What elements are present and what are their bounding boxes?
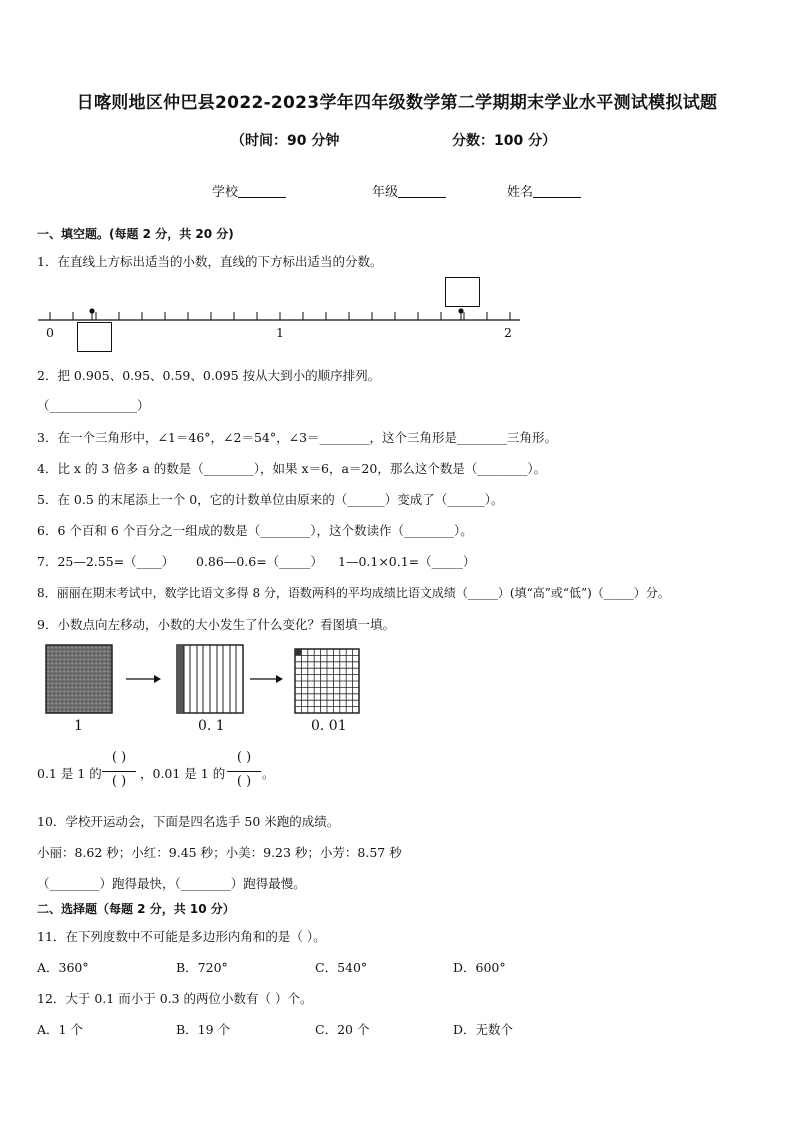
grade-label: 年级 [372, 185, 399, 200]
section-1-heading: 一、填空题。(每题 2 分，共 20 分) [37, 227, 234, 241]
fraction-1-numerator: ( ) [111, 750, 127, 765]
arrow-icon-2 [276, 675, 283, 683]
fraction-2-numerator: ( ) [236, 750, 252, 765]
figure-label-1: 1 [74, 718, 83, 734]
question-9: 9．小数点向左移动，小数的大小发生了什么变化？看图填一填。 [37, 617, 395, 632]
question-10-fill: （________）跑得最快，（________）跑得最慢。 [37, 876, 306, 891]
question-11-option-b[interactable]: B．720° [176, 960, 228, 975]
fraction-2-denominator: ( ) [236, 774, 252, 789]
question-12: 12．大于 0.1 而小于 0.3 的两位小数有（ ）个。 [37, 991, 313, 1006]
exam-score: 分数：100 分） [452, 133, 557, 149]
figure-label-001: 0. 01 [311, 718, 347, 734]
question-8: 8．丽丽在期末考试中，数学比语文多得 8 分，语数两科的平均成绩比语文成绩（_____）(填“高”或“低”)（_____）分。 [37, 586, 670, 600]
question-10: 10．学校开运动会，下面是四名选手 50 米跑的成绩。 [37, 814, 340, 829]
question-9-line-mid: ，0.01 是 1 的 [140, 766, 226, 781]
whole-square [46, 645, 112, 713]
answer-box-top[interactable] [445, 277, 480, 307]
tenth-shaded [177, 645, 184, 713]
section-2-heading: 二、选择题（每题 2 分，共 10 分） [37, 902, 235, 916]
question-7b: 0.86—0.6=（_____） [196, 554, 323, 569]
question-11: 11．在下列度数中不可能是多边形内角和的是（ ）。 [37, 929, 326, 944]
question-9-line-start: 0.1 是 1 的 [37, 766, 102, 781]
question-1: 1．在直线上方标出适当的小数，直线的下方标出适当的分数。 [37, 254, 383, 269]
question-11-option-c[interactable]: C．540° [315, 960, 368, 975]
figure-label-01: 0. 1 [198, 718, 225, 734]
school-field[interactable] [212, 181, 286, 200]
tick-label-2: 2 [504, 325, 512, 340]
question-9-line-end: 。 [262, 766, 275, 781]
question-12-option-d[interactable]: D．无数个 [453, 1022, 514, 1037]
tick-label-0: 0 [46, 325, 54, 340]
name-field[interactable] [507, 181, 581, 200]
decimal-figures [44, 643, 394, 719]
question-2: 2．把 0.905、0.95、0.59、0.095 按从大到小的顺序排列。 [37, 368, 381, 383]
question-4: 4．比 x 的 3 倍多 a 的数是（________），如果 x＝6，a＝20，那么这个数是（________）。 [37, 461, 547, 476]
question-3: 3．在一个三角形中，∠1＝46°，∠2＝54°，∠3＝________，这个三角形是________三角形。 [37, 430, 558, 445]
fraction-1-denominator: ( ) [111, 774, 127, 789]
fraction-2[interactable] [227, 750, 261, 792]
question-10-scores: 小丽：8.62 秒；小红：9.45 秒；小美：9.23 秒；小芳：8.57 秒 [37, 845, 402, 860]
question-11-option-a[interactable]: A．360° [37, 960, 89, 975]
question-5: 5．在 0.5 的末尾添上一个 0，它的计数单位由原来的（______）变成了（______）。 [37, 492, 504, 507]
question-7c: 1—0.1×0.1=（_____） [338, 554, 476, 569]
grade-field[interactable] [372, 181, 446, 200]
question-12-option-a[interactable]: A．1 个 [37, 1022, 83, 1037]
fraction-1-bar [102, 771, 136, 772]
tick-label-1: 1 [276, 325, 284, 340]
question-12-option-c[interactable]: C．20 个 [315, 1022, 370, 1037]
question-6: 6．6 个百和 6 个百分之一组成的数是（________），这个数读作（________）。 [37, 523, 473, 538]
grade-blank [398, 184, 446, 198]
answer-box-bottom[interactable] [77, 322, 112, 352]
question-7a: 7．25—2.55=（____） [37, 554, 175, 569]
exam-title: 日喀则地区仲巴县2022-2023学年四年级数学第二学期期末学业水平测试模拟试题 [76, 93, 718, 113]
hundredth-shaded [295, 649, 301, 655]
question-11-option-d[interactable]: D．600° [453, 960, 506, 975]
exam-time: （时间：90 分钟 [231, 133, 340, 149]
question-2-answer[interactable]: （______________） [37, 398, 150, 413]
fraction-1[interactable] [102, 750, 136, 792]
school-label: 学校 [212, 185, 239, 200]
name-blank [533, 184, 581, 198]
name-label: 姓名 [507, 185, 534, 200]
fraction-2-bar [227, 771, 261, 772]
arrow-icon [154, 675, 161, 683]
school-blank [238, 184, 286, 198]
question-12-option-b[interactable]: B．19 个 [176, 1022, 231, 1037]
